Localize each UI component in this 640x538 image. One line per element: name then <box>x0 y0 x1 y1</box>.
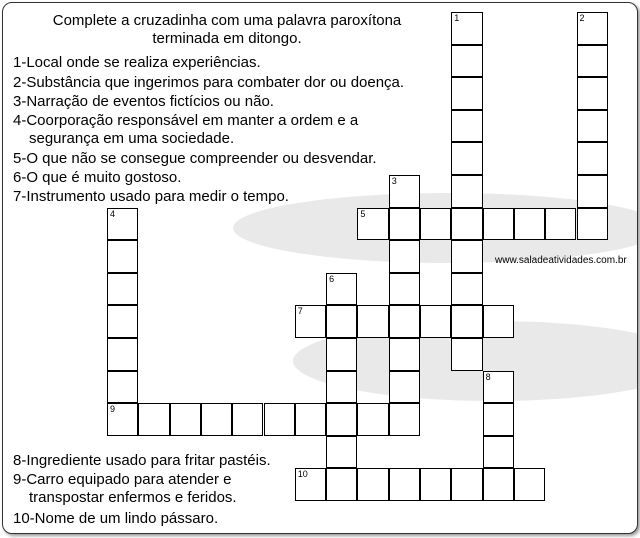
clue-number: 2 <box>579 13 585 23</box>
clue-text: 1-Local onde se realiza experiências. <box>13 54 261 71</box>
crossword-cell[interactable] <box>577 110 608 143</box>
crossword-cell[interactable] <box>451 338 482 371</box>
worksheet <box>2 2 638 534</box>
title-line-2: terminada em ditongo. <box>152 30 302 47</box>
crossword-cell[interactable] <box>326 468 357 501</box>
crossword-cell[interactable] <box>107 273 138 306</box>
crossword-cell[interactable] <box>326 305 357 338</box>
crossword-cell[interactable] <box>451 468 482 501</box>
crossword-cell[interactable] <box>201 403 232 436</box>
crossword-cell[interactable] <box>483 468 514 501</box>
clue-number: 3 <box>391 176 397 186</box>
crossword-cell[interactable] <box>232 403 263 436</box>
crossword-cell[interactable] <box>326 403 357 436</box>
crossword-cell[interactable] <box>420 468 451 501</box>
crossword-cell[interactable] <box>107 240 138 273</box>
crossword-grid <box>3 3 637 533</box>
crossword-cell[interactable] <box>295 468 326 501</box>
crossword-cell[interactable] <box>357 305 388 338</box>
clue-text: 4-Coorporação responsável em manter a ordem e a <box>13 112 359 129</box>
crossword-cell[interactable] <box>483 371 514 404</box>
crossword-cell[interactable] <box>451 110 482 143</box>
crossword-cell[interactable] <box>389 305 420 338</box>
clue-text: 2-Substância que ingerimos para combater dor ou doença. <box>13 74 405 91</box>
crossword-cell[interactable] <box>451 240 482 273</box>
crossword-cell[interactable] <box>577 77 608 110</box>
crossword-cell[interactable] <box>389 468 420 501</box>
clue-text: 8-Ingrediente usado para fritar pastéis. <box>13 452 271 469</box>
crossword-cell[interactable] <box>451 45 482 78</box>
crossword-cell[interactable] <box>451 12 482 45</box>
crossword-cell[interactable] <box>357 468 388 501</box>
crossword-cell[interactable] <box>483 436 514 469</box>
crossword-cell[interactable] <box>326 338 357 371</box>
crossword-cell[interactable] <box>107 208 138 241</box>
clue-number: 9 <box>110 404 116 415</box>
website-url: www.saladeatividades.com.br <box>495 255 627 266</box>
crossword-cell[interactable] <box>483 208 514 241</box>
crossword-cell[interactable] <box>170 403 201 436</box>
clue-number: 5 <box>360 208 366 219</box>
crossword-cell[interactable] <box>483 305 514 338</box>
crossword-cell[interactable] <box>326 436 357 469</box>
crossword-cell[interactable] <box>357 208 388 241</box>
crossword-cell[interactable] <box>264 403 295 436</box>
crossword-cell[interactable] <box>451 142 482 175</box>
crossword-cell[interactable] <box>107 338 138 371</box>
crossword-cell[interactable] <box>389 208 420 241</box>
clue-text: 6-O que é muito gostoso. <box>13 169 182 186</box>
crossword-cell[interactable] <box>577 175 608 208</box>
clue-text: 7-Instrumento usado para medir o tempo. <box>13 188 289 205</box>
clue-text: 5-O que não se consegue compreender ou desvendar. <box>13 150 377 167</box>
crossword-cell[interactable] <box>389 175 420 208</box>
crossword-cell[interactable] <box>545 208 576 241</box>
clue-text-continued: transpostar enfermos e feridos. <box>29 489 237 506</box>
crossword-cell[interactable] <box>295 305 326 338</box>
crossword-cell[interactable] <box>483 403 514 436</box>
crossword-cell[interactable] <box>451 305 482 338</box>
crossword-cell[interactable] <box>420 208 451 241</box>
crossword-cell[interactable] <box>107 403 138 436</box>
crossword-cell[interactable] <box>514 468 545 501</box>
crossword-cell[interactable] <box>326 273 357 306</box>
crossword-cell[interactable] <box>451 77 482 110</box>
crossword-cell[interactable] <box>357 403 388 436</box>
clue-number: 4 <box>110 208 116 219</box>
crossword-cell[interactable] <box>138 403 169 436</box>
crossword-cell[interactable] <box>451 273 482 306</box>
crossword-cell[interactable] <box>577 12 608 45</box>
crossword-cell[interactable] <box>577 208 608 241</box>
crossword-cell[interactable] <box>326 371 357 404</box>
clue-number: 8 <box>485 371 491 382</box>
clue-text-continued: segurança em uma sociedade. <box>29 130 235 147</box>
crossword-cell[interactable] <box>389 403 420 436</box>
crossword-cell[interactable] <box>514 208 545 241</box>
clue-text: 9-Carro equipado para atender e <box>13 471 232 488</box>
crossword-cell[interactable] <box>389 371 420 404</box>
crossword-cell[interactable] <box>577 45 608 78</box>
crossword-cell[interactable] <box>420 305 451 338</box>
title-line-1: Complete a cruzadinha com uma palavra paroxítona <box>52 12 402 29</box>
clue-number: 6 <box>329 273 335 284</box>
crossword-cell[interactable] <box>451 208 482 241</box>
crossword-cell[interactable] <box>577 142 608 175</box>
clue-number: 10 <box>297 469 308 480</box>
crossword-cell[interactable] <box>389 240 420 273</box>
clue-text: 3-Narração de eventos fictícios ou não. <box>13 93 274 110</box>
crossword-cell[interactable] <box>295 403 326 436</box>
crossword-cell[interactable] <box>107 305 138 338</box>
crossword-cell[interactable] <box>389 273 420 306</box>
crossword-cell[interactable] <box>107 371 138 404</box>
crossword-cell[interactable] <box>389 338 420 371</box>
clue-number: 1 <box>454 13 460 23</box>
clue-text: 10-Nome de um lindo pássaro. <box>13 510 219 527</box>
clue-number: 7 <box>297 306 303 317</box>
crossword-cell[interactable] <box>451 175 482 208</box>
